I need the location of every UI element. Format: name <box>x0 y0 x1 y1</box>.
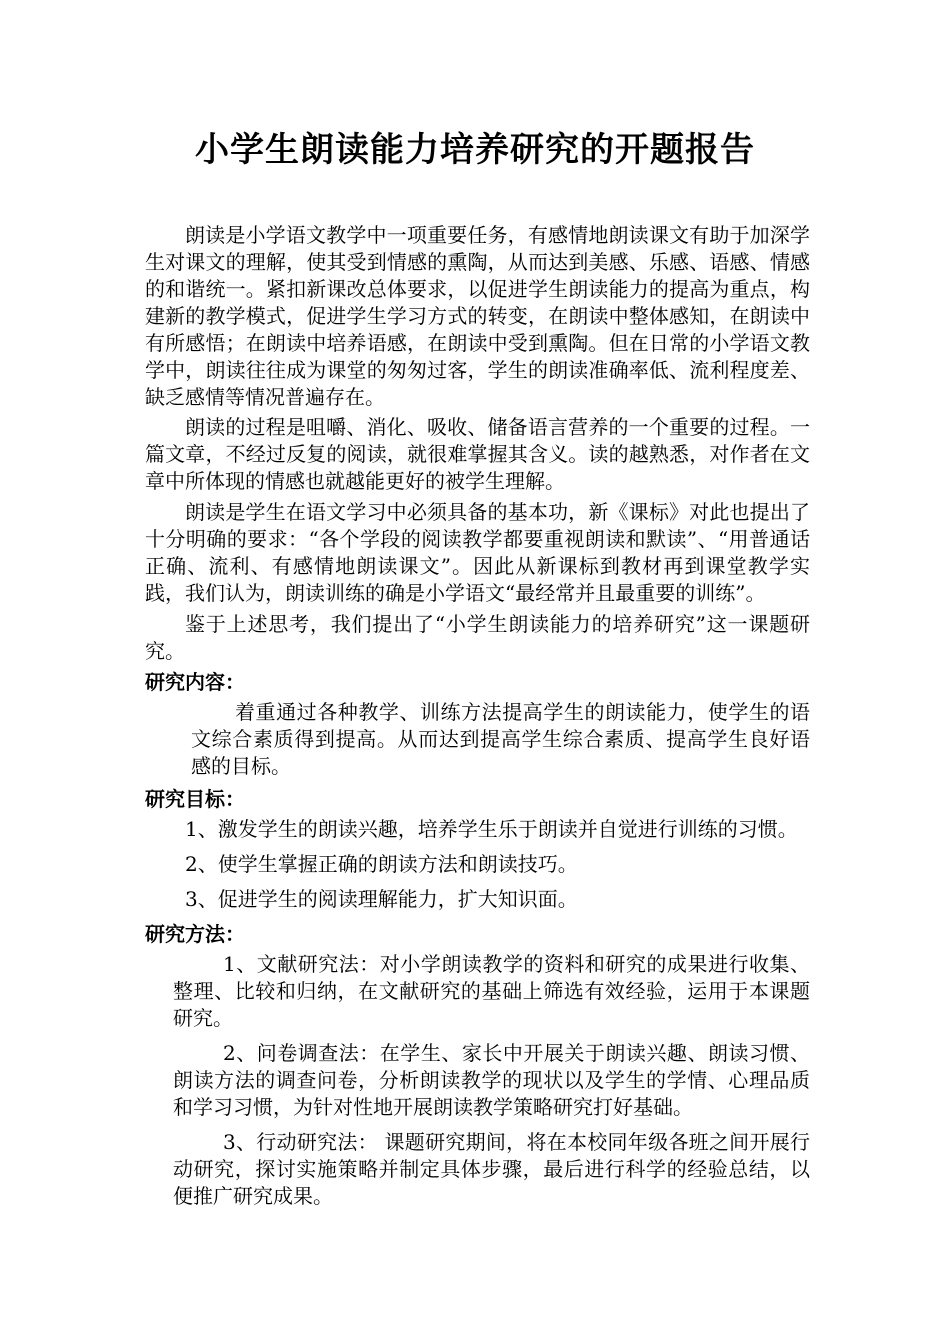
method-item: 1、文献研究法：对小学朗读教学的资料和研究的成果进行收集、整理、比较和归纳，在文献研究的基础上筛选有效经验，运用于本课题研究。 <box>173 952 810 1030</box>
document-title: 小学生朗读能力培养研究的开题报告 <box>195 130 755 170</box>
research-methods-heading: 研究方法： <box>145 922 245 946</box>
intro-paragraph: 朗读的过程是咀嚼、消化、吸收、储备语言营养的一个重要的过程。一篇文章，不经过反复的阅读，就很难掌握其含义。读的越熟悉，对作者在文章中所体现的情感也就越能更好的被学生理解。 <box>145 415 810 493</box>
intro-paragraph: 朗读是小学语文教学中一项重要任务，有感情地朗读课文有助于加深学生对课文的理解，使其受到情感的熏陶，从而达到美感、乐感、语感、情感的和谐统一。紧扣新课改总体要求，以促进学生朗读能力的提高为重点，构建新的教学模式，促进学生学习方式的转变，在朗读中整体感知，在朗读中有所感悟；在朗读中培养语感，在朗读中受到熏陶。但在日常的小学语文教学中，朗读往往成为课堂的匆匆过客，学生的朗读准确率低、流利程度差、缺乏感情等情况普遍存在。 <box>145 223 810 409</box>
intro-paragraph: 朗读是学生在语文学习中必须具备的基本功，新《课标》对此也提出了十分明确的要求：“各个学段的阅读教学都要重视朗读和默读”、“用普通话正确、流利、有感情地朗读课文”。因此从新课标到教材再到课堂教学实践，我们认为，朗读训练的确是小学语文“最经常并且最重要的训练”。 <box>145 500 810 605</box>
research-goals-heading: 研究目标： <box>145 787 245 811</box>
method-item: 3、行动研究法： 课题研究期间，将在本校同年级各班之间开展行动研究，探讨实施策略并制定具体步骤，最后进行科学的经验总结，以便推广研究成果。 <box>173 1130 810 1208</box>
goal-item: 3、促进学生的阅读理解能力，扩大知识面。 <box>185 887 578 911</box>
goal-item: 2、使学生掌握正确的朗读方法和朗读技巧。 <box>185 852 578 876</box>
method-item: 2、问卷调查法：在学生、家长中开展关于朗读兴趣、朗读习惯、朗读方法的调查问卷，分析朗读教学的现状以及学生的学情、心理品质和学习习惯，为针对性地开展朗读教学策略研究打好基础。 <box>173 1041 810 1119</box>
goal-item: 1、激发学生的朗读兴趣，培养学生乐于朗读并自觉进行训练的习惯。 <box>185 817 798 841</box>
intro-paragraph: 鉴于上述思考，我们提出了“小学生朗读能力的培养研究”这一课题研究。 <box>145 612 810 663</box>
research-content-heading: 研究内容： <box>145 670 245 694</box>
research-content-text: 着重通过各种教学、训练方法提高学生的朗读能力，使学生的语文综合素质得到提高。从而达到提高学生综合素质、提高学生良好语感的目标。 <box>191 700 810 778</box>
document-body <box>145 222 810 1218</box>
